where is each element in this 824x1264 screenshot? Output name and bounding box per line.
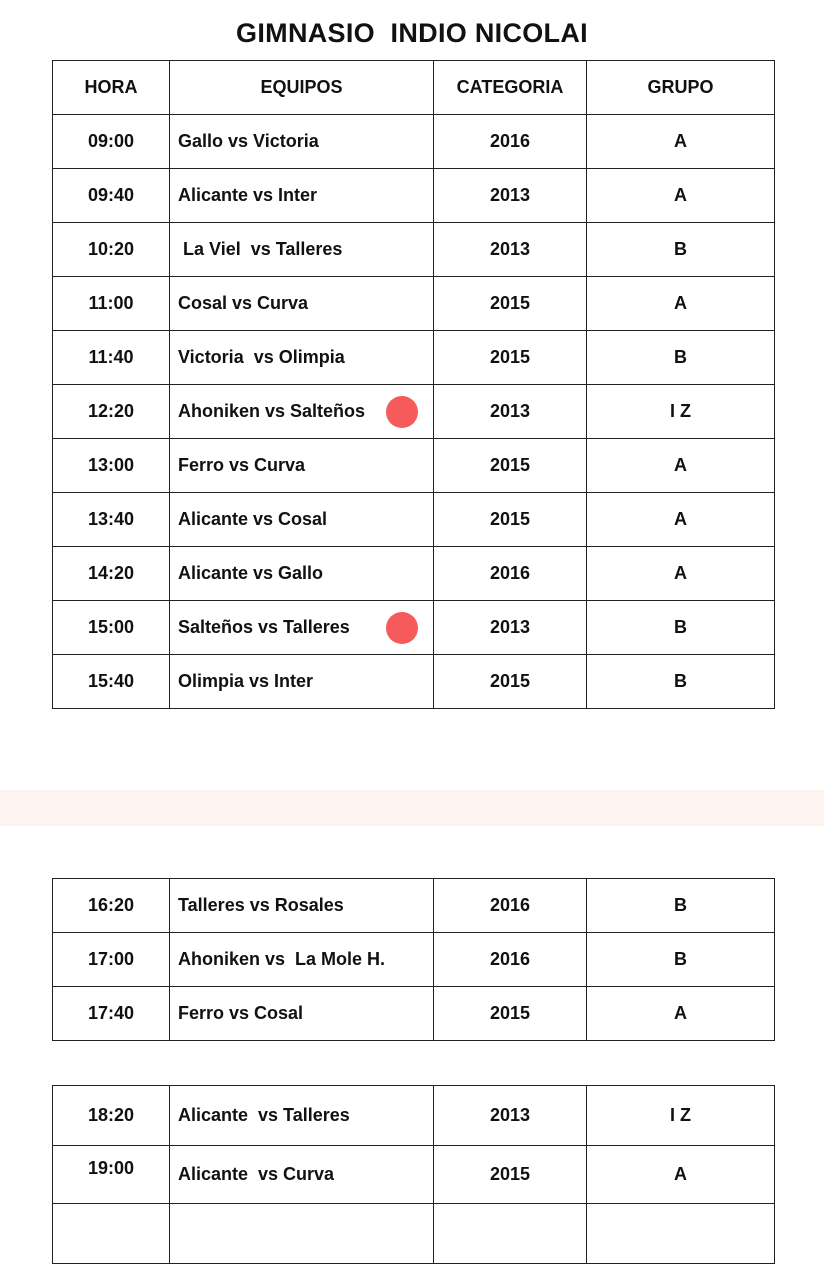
table-row <box>53 1146 775 1204</box>
red-dot-marker <box>386 396 418 428</box>
equipos-cell: Alicante vs Curva <box>170 1146 434 1204</box>
divider-band <box>0 790 824 826</box>
hora-cell: 11:00 <box>53 277 170 331</box>
equipos-cell: Talleres vs Rosales <box>170 879 434 933</box>
table-row <box>53 601 775 655</box>
hora-cell <box>53 1204 170 1264</box>
hora-cell: 12:20 <box>53 385 170 439</box>
grupo-cell: A <box>587 987 775 1041</box>
categoria-cell: 2015 <box>434 655 587 709</box>
categoria-cell: 2013 <box>434 169 587 223</box>
table-row <box>53 1086 775 1146</box>
schedule-table-main <box>52 60 775 709</box>
categoria-cell: 2013 <box>434 601 587 655</box>
grupo-cell: A <box>587 277 775 331</box>
grupo-cell: A <box>587 439 775 493</box>
categoria-cell: 2013 <box>434 223 587 277</box>
equipos-cell: Victoria vs Olimpia <box>170 331 434 385</box>
equipos-cell: Ferro vs Cosal <box>170 987 434 1041</box>
grupo-cell: B <box>587 601 775 655</box>
table-row <box>53 169 775 223</box>
categoria-cell: 2016 <box>434 547 587 601</box>
categoria-cell: 2016 <box>434 879 587 933</box>
hora-cell: 17:40 <box>53 987 170 1041</box>
table-row <box>53 331 775 385</box>
equipos-cell: Ahoniken vs La Mole H. <box>170 933 434 987</box>
hora-cell: 18:20 <box>53 1086 170 1146</box>
equipos-cell: Ahoniken vs Salteños <box>170 385 434 439</box>
categoria-cell: 2016 <box>434 115 587 169</box>
table-row <box>53 223 775 277</box>
categoria-cell: 2015 <box>434 1146 587 1204</box>
hora-cell: 09:00 <box>53 115 170 169</box>
hora-cell: 13:40 <box>53 493 170 547</box>
hora-cell: 11:40 <box>53 331 170 385</box>
table-row <box>53 493 775 547</box>
table-row <box>53 655 775 709</box>
grupo-cell <box>587 1204 775 1264</box>
categoria-cell: 2016 <box>434 933 587 987</box>
hora-cell: 13:00 <box>53 439 170 493</box>
equipos-cell: La Viel vs Talleres <box>170 223 434 277</box>
equipos-cell: Olimpia vs Inter <box>170 655 434 709</box>
grupo-cell: B <box>587 331 775 385</box>
grupo-cell: A <box>587 1146 775 1204</box>
categoria-cell: 2015 <box>434 439 587 493</box>
grupo-cell: I Z <box>587 1086 775 1146</box>
table-row <box>53 277 775 331</box>
hora-cell: 14:20 <box>53 547 170 601</box>
categoria-cell: 2015 <box>434 493 587 547</box>
hora-cell: 19:00 <box>53 1146 170 1204</box>
grupo-cell: B <box>587 933 775 987</box>
table-row <box>53 385 775 439</box>
categoria-cell: 2015 <box>434 987 587 1041</box>
equipos-cell <box>170 1204 434 1264</box>
schedule-table-evening <box>52 1085 775 1264</box>
hora-cell: 17:00 <box>53 933 170 987</box>
equipos-cell: Gallo vs Victoria <box>170 115 434 169</box>
grupo-cell: A <box>587 169 775 223</box>
schedule-table-afternoon <box>52 878 775 1041</box>
equipos-cell: Ferro vs Curva <box>170 439 434 493</box>
categoria-cell: 2015 <box>434 331 587 385</box>
grupo-cell: A <box>587 547 775 601</box>
equipos-cell: Alicante vs Cosal <box>170 493 434 547</box>
equipos-cell: Cosal vs Curva <box>170 277 434 331</box>
equipos-cell: Alicante vs Inter <box>170 169 434 223</box>
equipos-cell: Salteños vs Talleres <box>170 601 434 655</box>
table-row <box>53 439 775 493</box>
table-row <box>53 879 775 933</box>
header-equipos: EQUIPOS <box>170 61 434 115</box>
categoria-cell: 2013 <box>434 385 587 439</box>
header-categoria: CATEGORIA <box>434 61 587 115</box>
red-dot-marker <box>386 612 418 644</box>
header-grupo: GRUPO <box>587 61 775 115</box>
grupo-cell: B <box>587 655 775 709</box>
grupo-cell: B <box>587 879 775 933</box>
table-row <box>53 933 775 987</box>
grupo-cell: B <box>587 223 775 277</box>
categoria-cell: 2013 <box>434 1086 587 1146</box>
hora-cell: 10:20 <box>53 223 170 277</box>
grupo-cell: A <box>587 493 775 547</box>
categoria-cell: 2015 <box>434 277 587 331</box>
equipos-cell: Alicante vs Talleres <box>170 1086 434 1146</box>
header-hora: HORA <box>53 61 170 115</box>
hora-cell: 15:40 <box>53 655 170 709</box>
page-title: GIMNASIO INDIO NICOLAI <box>236 18 588 48</box>
table-row <box>53 115 775 169</box>
table-row <box>53 987 775 1041</box>
equipos-cell: Alicante vs Gallo <box>170 547 434 601</box>
hora-cell: 09:40 <box>53 169 170 223</box>
grupo-cell: I Z <box>587 385 775 439</box>
header-row <box>53 61 775 115</box>
grupo-cell: A <box>587 115 775 169</box>
categoria-cell <box>434 1204 587 1264</box>
table-row <box>53 547 775 601</box>
table-row <box>53 1204 775 1264</box>
hora-cell: 15:00 <box>53 601 170 655</box>
hora-cell: 16:20 <box>53 879 170 933</box>
